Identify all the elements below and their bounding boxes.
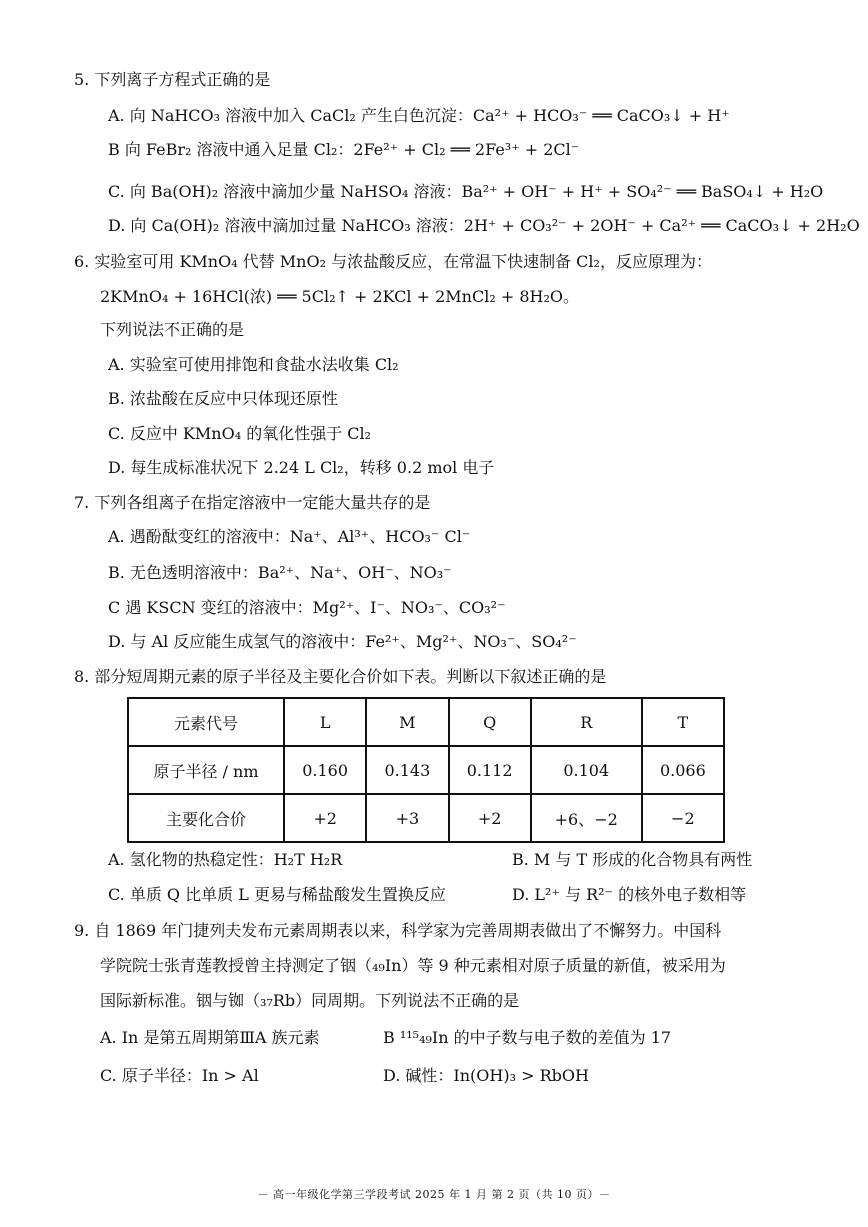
table-cell: 0.143 — [366, 746, 448, 794]
q5-option-c: C. 向 Ba(OH)₂ 溶液中滴加少量 NaHSO₄ 溶液：Ba²⁺ + OH⁻ + H⁺ + SO₄²⁻ ══ BaSO₄↓ + H₂O — [108, 182, 824, 201]
table-cell: M — [366, 698, 448, 746]
q8-stem: 8. 部分短周期元素的原子半径及主要化合价如下表。判断以下叙述正确的是 — [74, 667, 607, 686]
q9-stem-line-3: 国际新标准。铟与铷（₃₇Rb）同周期。下列说法不正确的是 — [100, 991, 520, 1010]
table-cell: 元素代号 — [128, 698, 284, 746]
q6-option-a: A. 实验室可使用排饱和食盐水法收集 Cl₂ — [108, 355, 399, 374]
q9-stem-line-2: 学院院士张青莲教授曾主持测定了铟（₄₉In）等 9 种元素相对原子质量的新值，被采用为 — [100, 956, 726, 975]
q6-ask: 下列说法不正确的是 — [100, 320, 245, 339]
table-cell: L — [284, 698, 366, 746]
q6-option-c: C. 反应中 KMnO₄ 的氧化性强于 Cl₂ — [108, 424, 372, 443]
q9-option-d: D. 碱性：In(OH)₃ > RbOH — [383, 1066, 589, 1085]
table-cell: 0.112 — [449, 746, 531, 794]
table-row — [128, 698, 724, 746]
table-cell: T — [642, 698, 724, 746]
q7-option-d: D. 与 Al 反应能生成氢气的溶液中：Fe²⁺、Mg²⁺、NO₃⁻、SO₄²⁻ — [108, 632, 577, 651]
q6-stem: 6. 实验室可用 KMnO₄ 代替 MnO₂ 与浓盐酸反应，在常温下快速制备 Cl₂，反应原理为： — [74, 252, 712, 271]
q6-option-d: D. 每生成标准状况下 2.24 L Cl₂，转移 0.2 mol 电子 — [108, 458, 495, 477]
q7-option-c: C 遇 KSCN 变红的溶液中：Mg²⁺、I⁻、NO₃⁻、CO₃²⁻ — [108, 598, 506, 617]
table-row — [128, 794, 724, 842]
q8-option-b: B. M 与 T 形成的化合物具有两性 — [512, 850, 753, 869]
q5-option-a: A. 向 NaHCO₃ 溶液中加入 CaCl₂ 产生白色沉淀：Ca²⁺ + HCO₃⁻ ══ CaCO₃↓ + H⁺ — [108, 106, 730, 125]
q6-equation: 2KMnO₄ + 16HCl(浓) ══ 5Cl₂↑ + 2KCl + 2MnCl₂ + 8H₂O。 — [100, 287, 579, 306]
q9-option-c: C. 原子半径：In > Al — [100, 1066, 259, 1085]
table-cell: 0.160 — [284, 746, 366, 794]
page-footer: － 高一年级化学第三学段考试 2025 年 1 月 第 2 页（共 10 页）－ — [257, 1188, 611, 1201]
q9-option-a: A. In 是第五周期第ⅢA 族元素 — [100, 1028, 320, 1047]
q8-option-a: A. 氢化物的热稳定性：H₂T H₂R — [108, 850, 343, 869]
table-cell: +2 — [284, 794, 366, 842]
q7-stem: 7. 下列各组离子在指定溶液中一定能大量共存的是 — [74, 493, 431, 512]
table-cell: 原子半径 / nm — [128, 746, 284, 794]
table-cell: R — [531, 698, 642, 746]
q7-option-a: A. 遇酚酞变红的溶液中：Na⁺、Al³⁺、HCO₃⁻ Cl⁻ — [108, 527, 471, 546]
q6-option-b: B. 浓盐酸在反应中只体现还原性 — [108, 389, 338, 408]
q5-stem: 5. 下列离子方程式正确的是 — [74, 70, 271, 89]
table-cell: +6、−2 — [531, 794, 642, 842]
q8-option-c: C. 单质 Q 比单质 L 更易与稀盐酸发生置换反应 — [108, 885, 446, 904]
table-cell: Q — [449, 698, 531, 746]
table-cell: +3 — [366, 794, 448, 842]
table-cell: 0.104 — [531, 746, 642, 794]
q5-option-b: B 向 FeBr₂ 溶液中通入足量 Cl₂：2Fe²⁺ + Cl₂ ══ 2Fe³⁺ + 2Cl⁻ — [108, 140, 580, 159]
table-cell: 0.066 — [642, 746, 724, 794]
q8-option-d: D. L²⁺ 与 R²⁻ 的核外电子数相等 — [512, 885, 747, 904]
table-cell: 主要化合价 — [128, 794, 284, 842]
q5-option-d: D. 向 Ca(OH)₂ 溶液中滴加过量 NaHCO₃ 溶液：2H⁺ + CO₃²⁻ + 2OH⁻ + Ca²⁺ ══ CaCO₃↓ + 2H₂O — [108, 216, 860, 235]
q7-option-b: B. 无色透明溶液中：Ba²⁺、Na⁺、OH⁻、NO₃⁻ — [108, 563, 452, 582]
q9-option-b: B ¹¹⁵₄₉In 的中子数与电子数的差值为 17 — [383, 1028, 672, 1047]
q9-stem-line-1: 9. 自 1869 年门捷列夫发布元素周期表以来，科学家为完善周期表做出了不懈努力。中国科 — [74, 921, 722, 940]
table-row — [128, 746, 724, 794]
table-cell: +2 — [449, 794, 531, 842]
table-cell: −2 — [642, 794, 724, 842]
element-table — [127, 697, 725, 843]
